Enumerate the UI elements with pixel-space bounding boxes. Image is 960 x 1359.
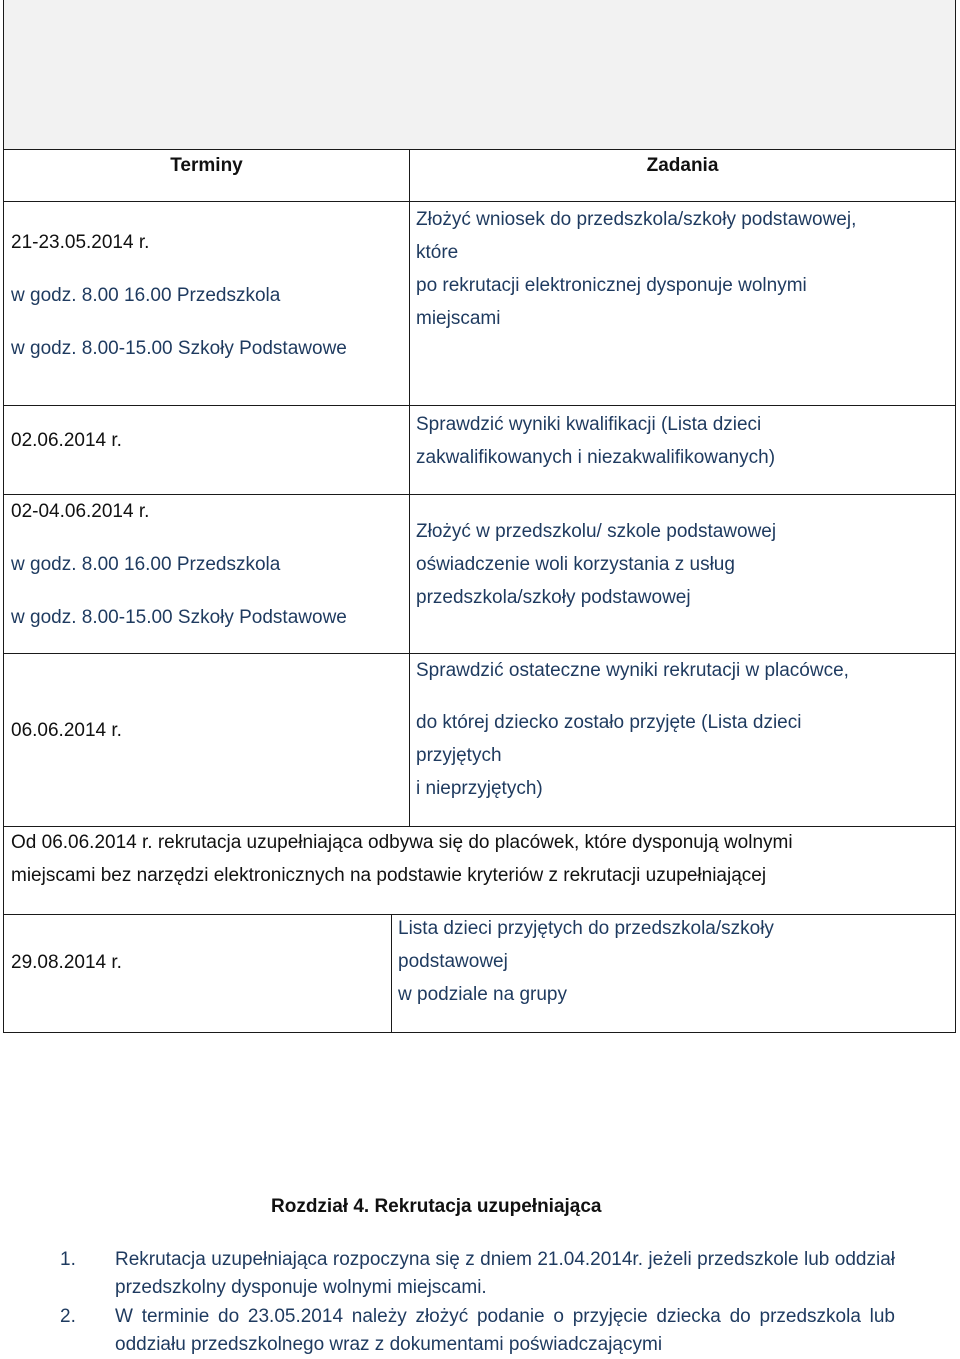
row1-task-line: po rekrutacji elektronicznej dysponuje wolnymi <box>416 275 807 296</box>
row4-task-line: do której dziecko zostało przyjęte (Lista dzieci <box>416 712 802 733</box>
header-tasks: Zadania <box>646 155 719 176</box>
row1-task-line: Złożyć wniosek do przedszkola/szkoły podstawowej, <box>416 209 857 230</box>
row3-task-line: oświadczenie woli korzystania z usług <box>416 554 735 575</box>
row1-terms-line: 21-23.05.2014 r. <box>11 232 150 253</box>
row2-task-line: zakwalifikowanych i niezakwalifikowanych) <box>416 447 776 468</box>
row1-terms-line: w godz. 8.00-15.00 Szkoły Podstawowe <box>11 338 347 359</box>
row1-terms-line: w godz. 8.00 16.00 Przedszkola <box>11 285 281 306</box>
list-item-text: W terminie do 23.05.2014 należy złożyć podanie o przyjęcie dziecka do przedszkola lub oddziału przedszkolnego wraz z dokumentami poświadczającymi <box>115 1306 895 1355</box>
row3-task-line: przedszkola/szkoły podstawowej <box>416 587 691 608</box>
row4-task-line: Sprawdzić ostateczne wyniki rekrutacji w placówce, <box>416 660 849 681</box>
row4-task-line: przyjętych <box>416 745 502 766</box>
top-empty-cell <box>3 0 956 150</box>
row3-terms-line: w godz. 8.00 16.00 Przedszkola <box>11 554 281 575</box>
chapter-heading: Rozdział 4. Rekrutacja uzupełniająca <box>271 1196 602 1217</box>
row4-terms: 06.06.2014 r. <box>11 720 122 741</box>
row5-text-line: Od 06.06.2014 r. rekrutacja uzupełniająca odbywa się do placówek, które dysponują wolnymi <box>11 832 793 853</box>
list-item-text: Rekrutacja uzupełniająca rozpoczyna się z dniem 21.04.2014r. jeżeli przedszkole lub oddział przedszkolny dysponuje wolnymi miejscami. <box>115 1249 895 1298</box>
row3-terms-line: w godz. 8.00-15.00 Szkoły Podstawowe <box>11 607 347 628</box>
list-item-number: 2. <box>60 1306 76 1327</box>
row6-task-line: Lista dzieci przyjętych do przedszkola/szkoły <box>398 918 774 939</box>
row2-terms: 02.06.2014 r. <box>11 430 122 451</box>
row4-task-line: i nieprzyjętych) <box>416 778 543 799</box>
header-terms: Terminy <box>170 155 243 176</box>
list-item-number: 1. <box>60 1249 76 1270</box>
row6-terms: 29.08.2014 r. <box>11 952 122 973</box>
row6-task-line: w podziale na grupy <box>398 984 567 1005</box>
row2-task-line: Sprawdzić wyniki kwalifikacji (Lista dzieci <box>416 414 762 435</box>
row5-text-line: miejscami bez narzędzi elektronicznych na podstawie kryteriów z rekrutacji uzupełniającej <box>11 865 767 886</box>
row1-task-line: które <box>416 242 459 263</box>
row3-terms-line: 02-04.06.2014 r. <box>11 501 150 522</box>
row1-task-line: miejscami <box>416 308 501 329</box>
row3-task-line: Złożyć w przedszkolu/ szkole podstawowej <box>416 521 777 542</box>
row6-task-line: podstawowej <box>398 951 508 972</box>
